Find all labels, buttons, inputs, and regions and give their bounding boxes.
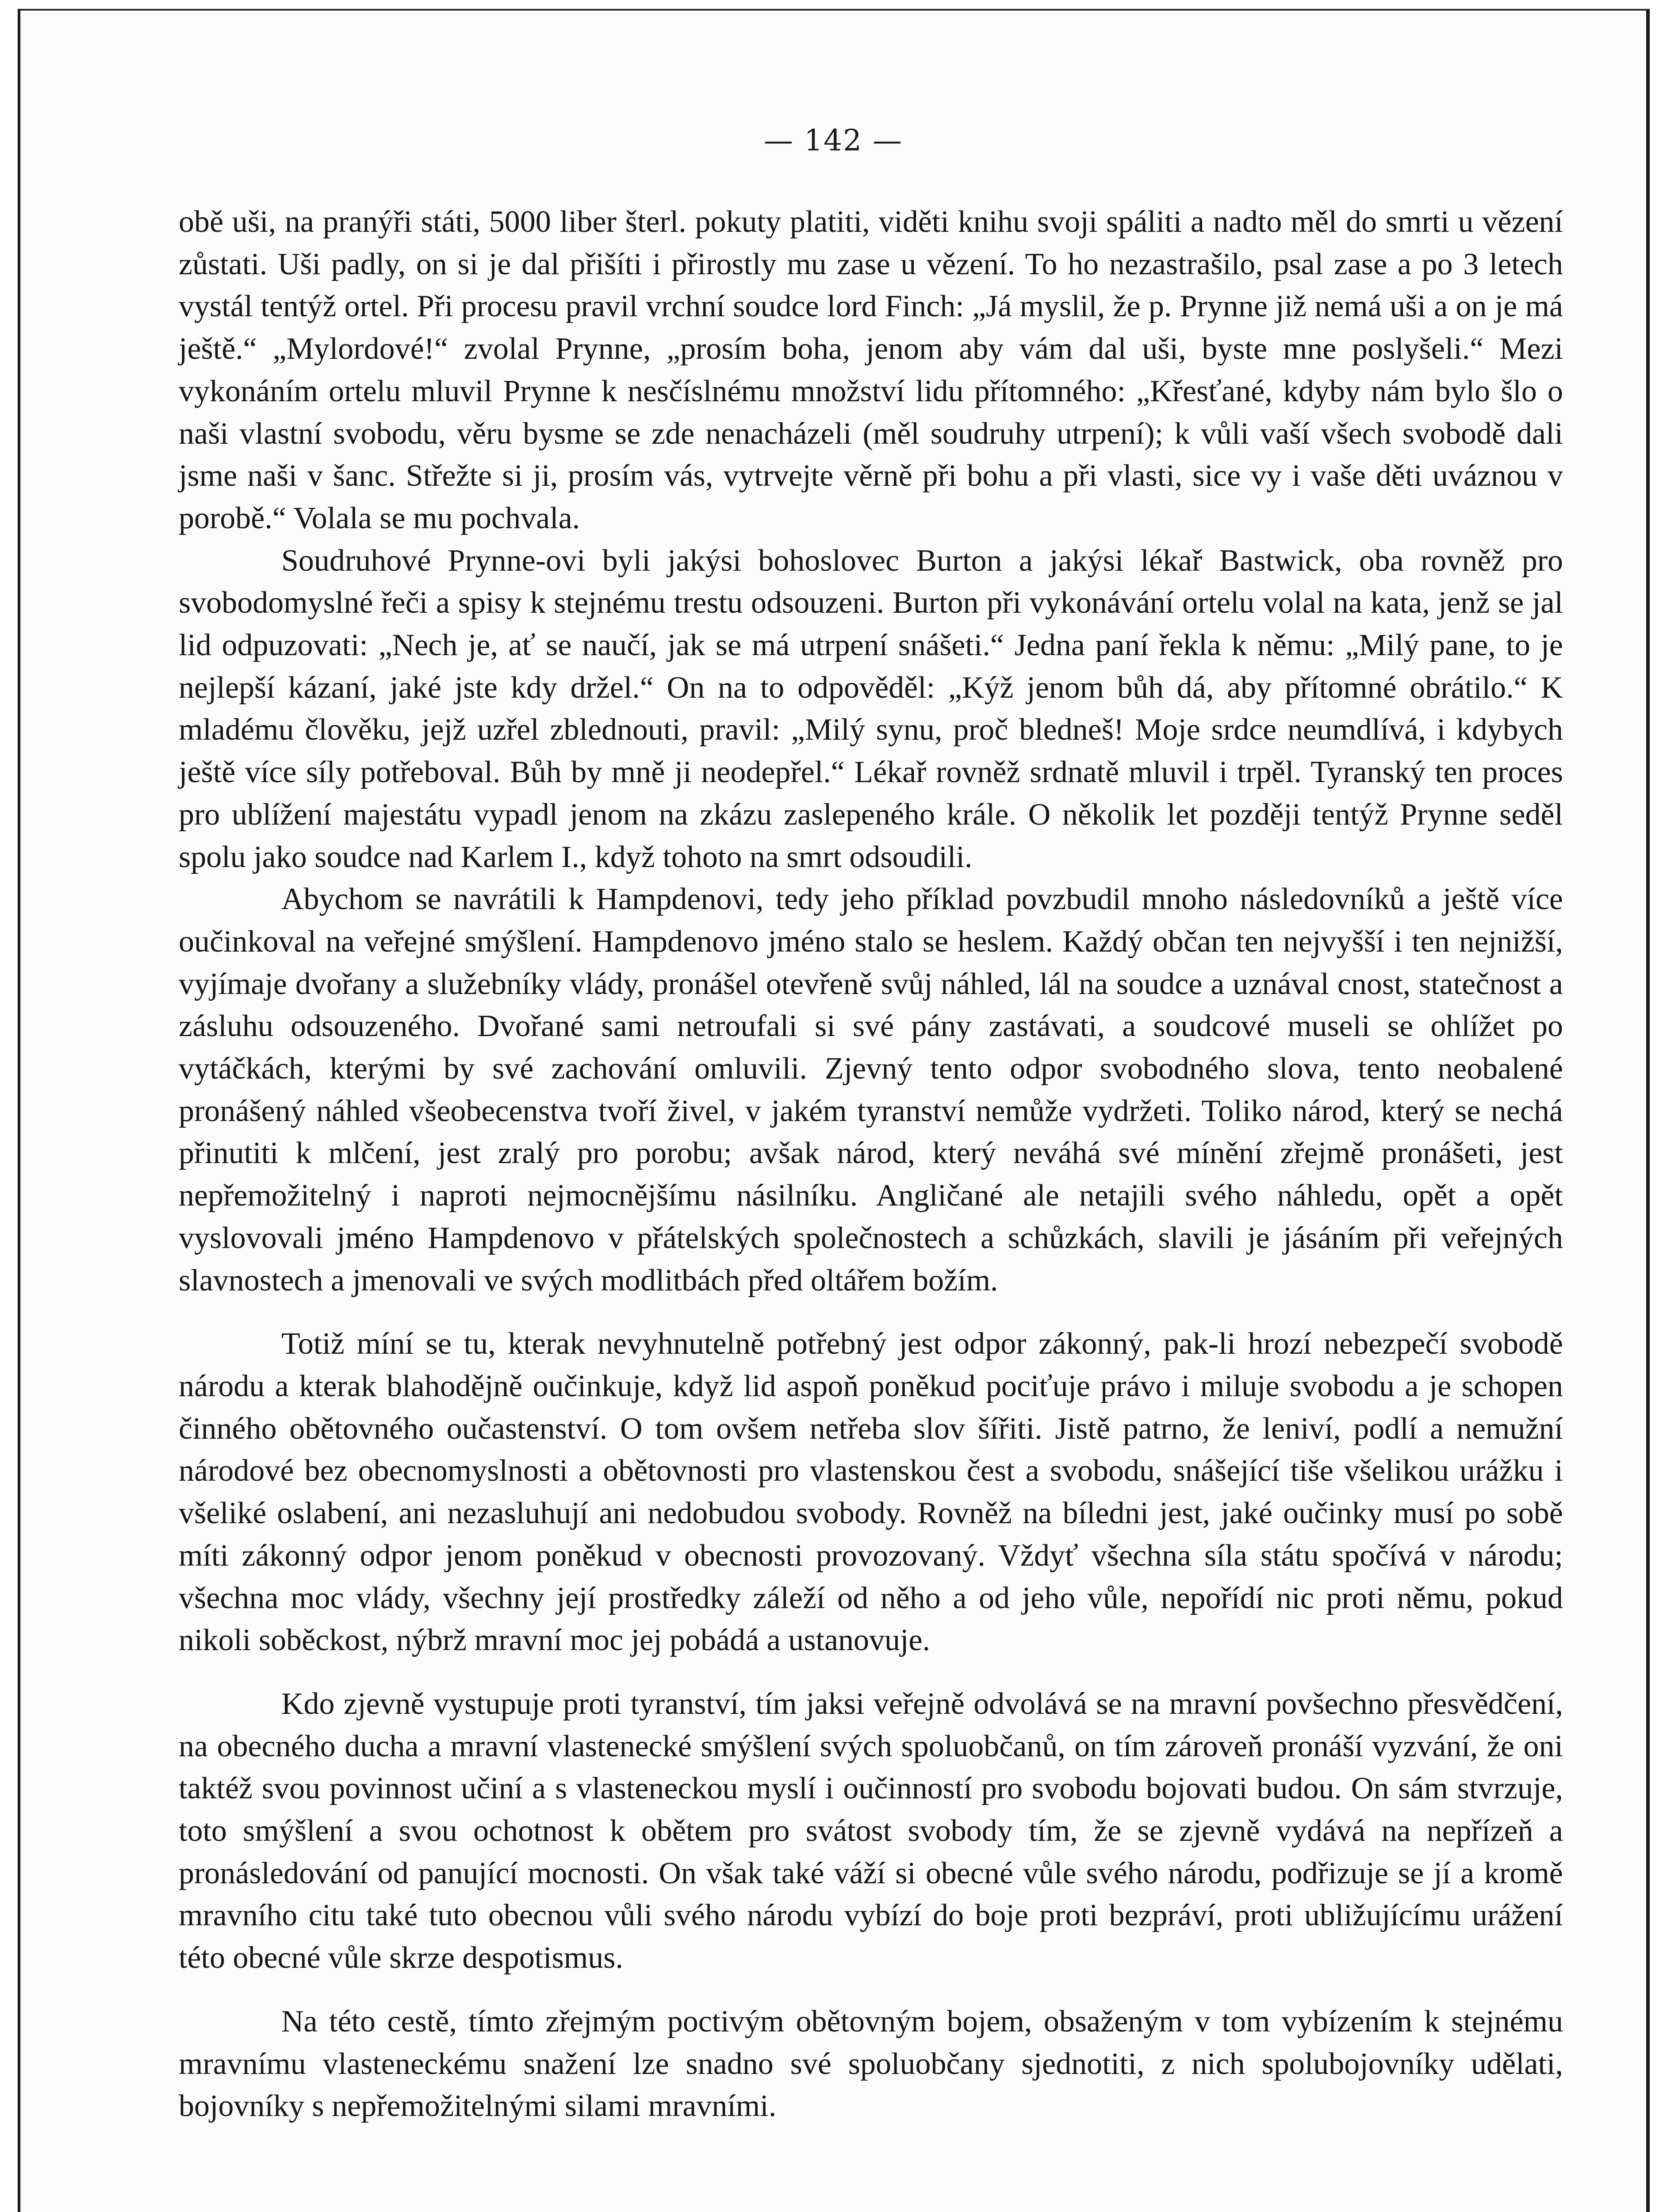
- paragraph: obě uši, na pranýři státi, 5000 liber šterl. pokuty platiti, viděti knihu svoji spáliti a nadto měl do smrti u vězení zůstati. Uši padly, on si je dal přišíti i přirostly mu zase u vězení. To ho nezastrašilo, psal zase a po 3 letech vystál tentýž ortel. Při procesu pravil vrchní soudce lord Finch: „Já myslil, že p. Prynne již nemá uši a on je má ještě.“ „Mylordové!“ zvolal Prynne, „prosím boha, jenom aby vám dal uši, byste mne poslyšeli.“ Mezi vykonáním ortelu mluvil Prynne k nesčíslnému množství lidu přítomného: „Křesťané, kdyby nám bylo šlo o naši vlastní svobodu, věru bysme se zde nenacházeli (měl soudruhy utrpení); k vůli vaší všech svobodě dali jsme naši v šanc. Střežte si ji, prosím vás, vytrvejte věrně při bohu a při vlasti, sice vy i vaše děti uváznou v porobě.“ Volala se mu pochvala.: [179, 205, 1563, 535]
- page-number: — 142 —: [764, 123, 903, 157]
- document-page: [18, 9, 1650, 2212]
- paragraph: Totiž míní se tu, kterak nevyhnutelně potřebný jest odpor zákonný, pak-li hrozí nebezpečí svobodě národu a kterak blahodějně oučinkuje, když lid aspoň poněkud pociťuje právo i miluje svobodu a je schopen činného obětovného oučastenství. O tom ovšem netřeba slov šířiti. Jistě patrno, že leniví, podlí a nemužní národové bez obecnomyslnosti a obětovnosti pro vlastenskou čest a svobodu, snášející tiše všelikou urážku i všeliké oslabení, ani nezasluhují ani nedobudou svobody. Rovněž na bíledni jest, jaké oučinky musí po sobě míti zákonný odpor jenom poněkud v obecnosti provozovaný. Vždyť všechna síla státu spočívá v národu; všechna moc vlády, všechny její prostředky záleží od něho a od jeho vůle, nepořídí nic proti němu, pokud nikoli soběckost, nýbrž mravní moc jej pobádá a ustanovuje.: [179, 1327, 1563, 1658]
- paragraph: Kdo zjevně vystupuje proti tyranství, tím jaksi veřejně odvolává se na mravní povšechno přesvědčení, na obecného ducha a mravní vlastenecké smýšlení svých spoluobčanů, on tím zároveň pronáší vyzvání, že oni taktéž svou povinnost učiní a s vlasteneckou myslí i oučinností pro svobodu bojovati budou. On sám stvrzuje, toto smýšlení a svou ochotnost k obětem pro svátost svobody tím, že se zjevně vydává na nepřízeň a pronásledování od panující mocnosti. On však také váží si obecné vůle svého národu, podřizuje se jí a kromě mravního citu také tuto obecnou vůli svého národu vybízí do boje proti bezpráví, proti ubližujícímu urážení této obecné vůle skrze despotismus.: [179, 1686, 1563, 1975]
- body-text: [179, 201, 1563, 2128]
- paragraph: Abychom se navrátili k Hampdenovi, tedy jeho příklad povzbudil mnoho následovníků a ještě více oučinkoval na veřejné smýšlení. Hampdenovo jméno stalo se heslem. Každý občan ten nejvyšší i ten nejnižší, vyjímaje dvořany a služebníky vlády, pronášel otevřeně svůj náhled, lál na soudce a uznával cnost, statečnost a zásluhu odsouzeného. Dvořané sami netroufali si své pány zastávati, a soudcové museli se ohlížet po vytáčkách, kterými by své zachování omluvili. Zjevný tento odpor svobodného slova, tento neobalené pronášený náhled všeobecenstva tvoří živel, v jakém tyranství nemůže vydržeti. Toliko národ, který se nechá přinutiti k mlčení, jest zralý pro porobu; avšak národ, který neváhá své mínění zřejmě pronášeti, jest nepřemožitelný i naproti nejmocnějšímu násilníku. Angličané ale netajili svého náhledu, opět a opět vyslovovali jméno Hampdenovo v přátelských společnostech a schůzkách, slavili je jásáním při veřejných slavnostech a jmenovali ve svých modlitbách před oltářem božím.: [179, 882, 1563, 1298]
- paragraph: Na této cestě, tímto zřejmým poctivým obětovným bojem, obsaženým v tom vybízením k stejnému mravnímu vlasteneckému snažení lze snadno své spoluobčany sjednotiti, z nich spolubojovníky udělati, bojovníky s nepřemožitelnými silami mravními.: [179, 2004, 1563, 2124]
- paragraph: Soudruhové Prynne-ovi byli jakýsi bohoslovec Burton a jakýsi lékař Bastwick, oba rovněž pro svobodomyslné řeči a spisy k stejnému trestu odsouzeni. Burton při vykonávání ortelu volal na kata, jenž se jal lid odpuzovati: „Nech je, ať se naučí, jak se má utrpení snášeti.“ Jedna paní řekla k němu: „Milý pane, to je nejlepší kázaní, jaké jste kdy držel.“ On na to odpověděl: „Kýž jenom bůh dá, aby přítomné obrátilo.“ K mladému člověku, jejž uzřel zblednouti, pravil: „Milý synu, proč bledneš! Moje srdce neumdlívá, i kdybych ještě více síly potřeboval. Bůh by mně ji neodepřel.“ Lékař rovněž srdnatě mluvil i trpěl. Tyranský ten proces pro ublížení majestátu vypadl jenom na zkázu zaslepeného krále. O několik let později tentýž Prynne seděl spolu jako soudce nad Karlem I., když tohoto na smrt odsoudili.: [179, 543, 1563, 874]
